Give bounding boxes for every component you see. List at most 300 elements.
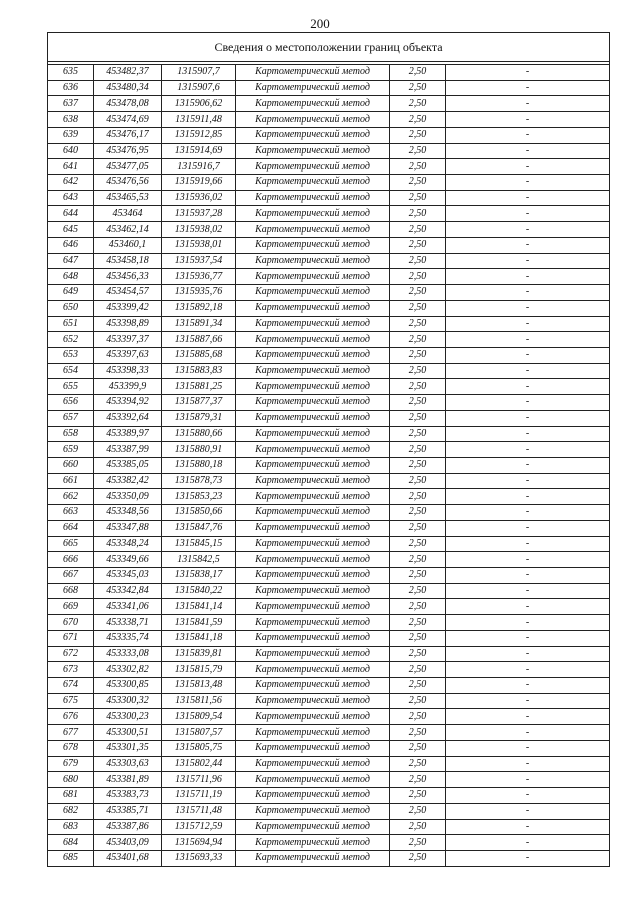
table-row (48, 662, 610, 678)
method-cell: Картометрический метод (236, 505, 390, 521)
point-number-cell: 679 (48, 756, 94, 772)
method-cell: Картометрический метод (236, 630, 390, 646)
accuracy-cell: 2,50 (390, 237, 446, 253)
description-cell: - (446, 237, 610, 253)
x-coordinate-cell: 453347,88 (94, 520, 162, 536)
point-number-cell: 666 (48, 552, 94, 568)
y-coordinate-cell: 1315811,56 (162, 693, 236, 709)
description-cell: - (446, 175, 610, 191)
y-coordinate-cell: 1315891,34 (162, 316, 236, 332)
table-row (48, 253, 610, 269)
table-row (48, 615, 610, 631)
description-cell: - (446, 127, 610, 143)
y-coordinate-cell: 1315937,28 (162, 206, 236, 222)
x-coordinate-cell: 453383,73 (94, 788, 162, 804)
y-coordinate-cell: 1315907,6 (162, 80, 236, 96)
table-row (48, 536, 610, 552)
method-cell: Картометрический метод (236, 127, 390, 143)
x-coordinate-cell: 453385,05 (94, 457, 162, 473)
point-number-cell: 639 (48, 127, 94, 143)
point-number-cell: 681 (48, 788, 94, 804)
point-number-cell: 662 (48, 489, 94, 505)
accuracy-cell: 2,50 (390, 520, 446, 536)
x-coordinate-cell: 453401,68 (94, 850, 162, 866)
x-coordinate-cell: 453398,33 (94, 363, 162, 379)
table-row (48, 457, 610, 473)
accuracy-cell: 2,50 (390, 159, 446, 175)
x-coordinate-cell: 453348,24 (94, 536, 162, 552)
y-coordinate-cell: 1315912,85 (162, 127, 236, 143)
point-number-cell: 650 (48, 300, 94, 316)
method-cell: Картометрический метод (236, 536, 390, 552)
method-cell: Картометрический метод (236, 442, 390, 458)
point-number-cell: 671 (48, 630, 94, 646)
point-number-cell: 664 (48, 520, 94, 536)
method-cell: Картометрический метод (236, 332, 390, 348)
y-coordinate-cell: 1315883,83 (162, 363, 236, 379)
x-coordinate-cell: 453398,89 (94, 316, 162, 332)
y-coordinate-cell: 1315936,77 (162, 269, 236, 285)
table-row (48, 332, 610, 348)
method-cell: Картометрический метод (236, 646, 390, 662)
y-coordinate-cell: 1315841,18 (162, 630, 236, 646)
y-coordinate-cell: 1315885,68 (162, 347, 236, 363)
x-coordinate-cell: 453462,14 (94, 222, 162, 238)
point-number-cell: 670 (48, 615, 94, 631)
table-row (48, 159, 610, 175)
accuracy-cell: 2,50 (390, 819, 446, 835)
table-row (48, 788, 610, 804)
point-number-cell: 675 (48, 693, 94, 709)
description-cell: - (446, 630, 610, 646)
y-coordinate-cell: 1315935,76 (162, 285, 236, 301)
point-number-cell: 657 (48, 410, 94, 426)
accuracy-cell: 2,50 (390, 583, 446, 599)
x-coordinate-cell: 453349,66 (94, 552, 162, 568)
method-cell: Картометрический метод (236, 379, 390, 395)
table-row (48, 395, 610, 411)
x-coordinate-cell: 453300,85 (94, 678, 162, 694)
y-coordinate-cell: 1315881,25 (162, 379, 236, 395)
accuracy-cell: 2,50 (390, 347, 446, 363)
table-row (48, 678, 610, 694)
y-coordinate-cell: 1315845,15 (162, 536, 236, 552)
point-number-cell: 645 (48, 222, 94, 238)
table-row (48, 237, 610, 253)
accuracy-cell: 2,50 (390, 473, 446, 489)
accuracy-cell: 2,50 (390, 678, 446, 694)
description-cell: - (446, 725, 610, 741)
accuracy-cell: 2,50 (390, 489, 446, 505)
description-cell: - (446, 819, 610, 835)
accuracy-cell: 2,50 (390, 693, 446, 709)
y-coordinate-cell: 1315711,96 (162, 772, 236, 788)
y-coordinate-cell: 1315880,18 (162, 457, 236, 473)
y-coordinate-cell: 1315906,62 (162, 96, 236, 112)
x-coordinate-cell: 453301,35 (94, 740, 162, 756)
table-row (48, 756, 610, 772)
method-cell: Картометрический метод (236, 552, 390, 568)
x-coordinate-cell: 453397,37 (94, 332, 162, 348)
description-cell: - (446, 316, 610, 332)
description-cell: - (446, 96, 610, 112)
x-coordinate-cell: 453478,08 (94, 96, 162, 112)
accuracy-cell: 2,50 (390, 112, 446, 128)
table-row (48, 725, 610, 741)
x-coordinate-cell: 453335,74 (94, 630, 162, 646)
x-coordinate-cell: 453333,08 (94, 646, 162, 662)
description-cell: - (446, 693, 610, 709)
y-coordinate-cell: 1315916,7 (162, 159, 236, 175)
x-coordinate-cell: 453403,09 (94, 835, 162, 851)
accuracy-cell: 2,50 (390, 803, 446, 819)
point-number-cell: 677 (48, 725, 94, 741)
table-row (48, 222, 610, 238)
method-cell: Картометрический метод (236, 316, 390, 332)
description-cell: - (446, 442, 610, 458)
point-number-cell: 676 (48, 709, 94, 725)
point-number-cell: 678 (48, 740, 94, 756)
description-cell: - (446, 206, 610, 222)
x-coordinate-cell: 453399,9 (94, 379, 162, 395)
x-coordinate-cell: 453456,33 (94, 269, 162, 285)
x-coordinate-cell: 453480,34 (94, 80, 162, 96)
table-row (48, 835, 610, 851)
y-coordinate-cell: 1315813,48 (162, 678, 236, 694)
point-number-cell: 641 (48, 159, 94, 175)
point-number-cell: 674 (48, 678, 94, 694)
accuracy-cell: 2,50 (390, 740, 446, 756)
accuracy-cell: 2,50 (390, 127, 446, 143)
method-cell: Картометрический метод (236, 850, 390, 866)
x-coordinate-cell: 453464 (94, 206, 162, 222)
method-cell: Картометрический метод (236, 426, 390, 442)
description-cell: - (446, 410, 610, 426)
description-cell: - (446, 473, 610, 489)
accuracy-cell: 2,50 (390, 285, 446, 301)
point-number-cell: 638 (48, 112, 94, 128)
table-row (48, 363, 610, 379)
table-row (48, 379, 610, 395)
y-coordinate-cell: 1315839,81 (162, 646, 236, 662)
accuracy-cell: 2,50 (390, 190, 446, 206)
point-number-cell: 673 (48, 662, 94, 678)
description-cell: - (446, 615, 610, 631)
description-cell: - (446, 80, 610, 96)
description-cell: - (446, 850, 610, 866)
accuracy-cell: 2,50 (390, 253, 446, 269)
table-row (48, 646, 610, 662)
y-coordinate-cell: 1315880,66 (162, 426, 236, 442)
x-coordinate-cell: 453482,37 (94, 65, 162, 81)
y-coordinate-cell: 1315853,23 (162, 489, 236, 505)
method-cell: Картометрический метод (236, 347, 390, 363)
y-coordinate-cell: 1315802,44 (162, 756, 236, 772)
x-coordinate-cell: 453342,84 (94, 583, 162, 599)
y-coordinate-cell: 1315919,66 (162, 175, 236, 191)
table-row (48, 410, 610, 426)
y-coordinate-cell: 1315694,94 (162, 835, 236, 851)
description-cell: - (446, 662, 610, 678)
method-cell: Картометрический метод (236, 788, 390, 804)
description-cell: - (446, 363, 610, 379)
point-number-cell: 642 (48, 175, 94, 191)
accuracy-cell: 2,50 (390, 143, 446, 159)
description-cell: - (446, 190, 610, 206)
description-cell: - (446, 552, 610, 568)
method-cell: Картометрический метод (236, 819, 390, 835)
table-row (48, 819, 610, 835)
description-cell: - (446, 347, 610, 363)
accuracy-cell: 2,50 (390, 536, 446, 552)
page-number: 200 (310, 16, 330, 31)
method-cell: Картометрический метод (236, 206, 390, 222)
x-coordinate-cell: 453303,63 (94, 756, 162, 772)
description-cell: - (446, 505, 610, 521)
point-number-cell: 653 (48, 347, 94, 363)
description-cell: - (446, 143, 610, 159)
method-cell: Картометрический метод (236, 740, 390, 756)
description-cell: - (446, 112, 610, 128)
x-coordinate-cell: 453460,1 (94, 237, 162, 253)
point-number-cell: 672 (48, 646, 94, 662)
y-coordinate-cell: 1315850,66 (162, 505, 236, 521)
method-cell: Картометрический метод (236, 725, 390, 741)
x-coordinate-cell: 453454,57 (94, 285, 162, 301)
method-cell: Картометрический метод (236, 159, 390, 175)
x-coordinate-cell: 453338,71 (94, 615, 162, 631)
accuracy-cell: 2,50 (390, 505, 446, 521)
y-coordinate-cell: 1315840,22 (162, 583, 236, 599)
method-cell: Картометрический метод (236, 285, 390, 301)
point-number-cell: 654 (48, 363, 94, 379)
accuracy-cell: 2,50 (390, 725, 446, 741)
accuracy-cell: 2,50 (390, 316, 446, 332)
method-cell: Картометрический метод (236, 473, 390, 489)
y-coordinate-cell: 1315880,91 (162, 442, 236, 458)
point-number-cell: 648 (48, 269, 94, 285)
y-coordinate-cell: 1315911,48 (162, 112, 236, 128)
description-cell: - (446, 678, 610, 694)
y-coordinate-cell: 1315838,17 (162, 568, 236, 584)
table-row (48, 473, 610, 489)
method-cell: Картометрический метод (236, 693, 390, 709)
y-coordinate-cell: 1315892,18 (162, 300, 236, 316)
x-coordinate-cell: 453341,06 (94, 599, 162, 615)
accuracy-cell: 2,50 (390, 206, 446, 222)
description-cell: - (446, 835, 610, 851)
accuracy-cell: 2,50 (390, 332, 446, 348)
description-cell: - (446, 568, 610, 584)
point-number-cell: 665 (48, 536, 94, 552)
x-coordinate-cell: 453382,42 (94, 473, 162, 489)
table-row (48, 80, 610, 96)
method-cell: Картометрический метод (236, 678, 390, 694)
description-cell: - (446, 332, 610, 348)
x-coordinate-cell: 453392,64 (94, 410, 162, 426)
table-row (48, 112, 610, 128)
description-cell: - (446, 222, 610, 238)
table-row (48, 803, 610, 819)
method-cell: Картометрический метод (236, 175, 390, 191)
x-coordinate-cell: 453350,09 (94, 489, 162, 505)
point-number-cell: 637 (48, 96, 94, 112)
x-coordinate-cell: 453394,92 (94, 395, 162, 411)
point-number-cell: 635 (48, 65, 94, 81)
description-cell: - (446, 709, 610, 725)
x-coordinate-cell: 453302,82 (94, 662, 162, 678)
method-cell: Картометрический метод (236, 190, 390, 206)
point-number-cell: 667 (48, 568, 94, 584)
point-number-cell: 682 (48, 803, 94, 819)
table-row (48, 127, 610, 143)
accuracy-cell: 2,50 (390, 835, 446, 851)
method-cell: Картометрический метод (236, 835, 390, 851)
table-row (48, 426, 610, 442)
y-coordinate-cell: 1315807,57 (162, 725, 236, 741)
description-cell: - (446, 803, 610, 819)
point-number-cell: 643 (48, 190, 94, 206)
accuracy-cell: 2,50 (390, 662, 446, 678)
y-coordinate-cell: 1315841,59 (162, 615, 236, 631)
table-row (48, 143, 610, 159)
description-cell: - (446, 159, 610, 175)
description-cell: - (446, 395, 610, 411)
point-number-cell: 651 (48, 316, 94, 332)
y-coordinate-cell: 1315809,54 (162, 709, 236, 725)
description-cell: - (446, 772, 610, 788)
table-row (48, 190, 610, 206)
x-coordinate-cell: 453381,89 (94, 772, 162, 788)
method-cell: Картометрический метод (236, 520, 390, 536)
table-row (48, 772, 610, 788)
accuracy-cell: 2,50 (390, 300, 446, 316)
table-row (48, 568, 610, 584)
y-coordinate-cell: 1315877,37 (162, 395, 236, 411)
y-coordinate-cell: 1315711,19 (162, 788, 236, 804)
method-cell: Картометрический метод (236, 363, 390, 379)
method-cell: Картометрический метод (236, 96, 390, 112)
x-coordinate-cell: 453399,42 (94, 300, 162, 316)
table-row (48, 850, 610, 866)
method-cell: Картометрический метод (236, 662, 390, 678)
accuracy-cell: 2,50 (390, 80, 446, 96)
y-coordinate-cell: 1315936,02 (162, 190, 236, 206)
method-cell: Картометрический метод (236, 300, 390, 316)
boundary-coordinates-table (47, 32, 610, 867)
accuracy-cell: 2,50 (390, 646, 446, 662)
point-number-cell: 663 (48, 505, 94, 521)
table-row (48, 285, 610, 301)
accuracy-cell: 2,50 (390, 788, 446, 804)
y-coordinate-cell: 1315841,14 (162, 599, 236, 615)
y-coordinate-cell: 1315879,31 (162, 410, 236, 426)
method-cell: Картометрический метод (236, 583, 390, 599)
point-number-cell: 649 (48, 285, 94, 301)
description-cell: - (446, 646, 610, 662)
accuracy-cell: 2,50 (390, 222, 446, 238)
y-coordinate-cell: 1315711,48 (162, 803, 236, 819)
x-coordinate-cell: 453387,99 (94, 442, 162, 458)
method-cell: Картометрический метод (236, 457, 390, 473)
point-number-cell: 646 (48, 237, 94, 253)
description-cell: - (446, 300, 610, 316)
x-coordinate-cell: 453476,17 (94, 127, 162, 143)
x-coordinate-cell: 453458,18 (94, 253, 162, 269)
method-cell: Картометрический метод (236, 253, 390, 269)
y-coordinate-cell: 1315712,59 (162, 819, 236, 835)
accuracy-cell: 2,50 (390, 772, 446, 788)
description-cell: - (446, 379, 610, 395)
boundary-table-frame (47, 32, 609, 867)
accuracy-cell: 2,50 (390, 96, 446, 112)
x-coordinate-cell: 453476,56 (94, 175, 162, 191)
description-cell: - (446, 536, 610, 552)
y-coordinate-cell: 1315914,69 (162, 143, 236, 159)
point-number-cell: 636 (48, 80, 94, 96)
table-row (48, 300, 610, 316)
table-row (48, 599, 610, 615)
description-cell: - (446, 583, 610, 599)
x-coordinate-cell: 453300,32 (94, 693, 162, 709)
x-coordinate-cell: 453300,51 (94, 725, 162, 741)
table-title-row (48, 33, 610, 62)
table-row (48, 505, 610, 521)
method-cell: Картометрический метод (236, 489, 390, 505)
accuracy-cell: 2,50 (390, 426, 446, 442)
point-number-cell: 644 (48, 206, 94, 222)
table-row (48, 693, 610, 709)
table-body (48, 65, 610, 867)
x-coordinate-cell: 453476,95 (94, 143, 162, 159)
table-row (48, 520, 610, 536)
accuracy-cell: 2,50 (390, 65, 446, 81)
description-cell: - (446, 457, 610, 473)
point-number-cell: 660 (48, 457, 94, 473)
accuracy-cell: 2,50 (390, 615, 446, 631)
point-number-cell: 661 (48, 473, 94, 489)
description-cell: - (446, 285, 610, 301)
description-cell: - (446, 269, 610, 285)
accuracy-cell: 2,50 (390, 850, 446, 866)
accuracy-cell: 2,50 (390, 568, 446, 584)
table-row (48, 489, 610, 505)
method-cell: Картометрический метод (236, 615, 390, 631)
table-row (48, 630, 610, 646)
y-coordinate-cell: 1315693,33 (162, 850, 236, 866)
point-number-cell: 684 (48, 835, 94, 851)
table-row (48, 65, 610, 81)
accuracy-cell: 2,50 (390, 599, 446, 615)
accuracy-cell: 2,50 (390, 630, 446, 646)
description-cell: - (446, 756, 610, 772)
y-coordinate-cell: 1315815,79 (162, 662, 236, 678)
x-coordinate-cell: 453300,23 (94, 709, 162, 725)
table-row (48, 347, 610, 363)
method-cell: Картометрический метод (236, 143, 390, 159)
method-cell: Картометрический метод (236, 410, 390, 426)
y-coordinate-cell: 1315938,02 (162, 222, 236, 238)
y-coordinate-cell: 1315805,75 (162, 740, 236, 756)
y-coordinate-cell: 1315887,66 (162, 332, 236, 348)
accuracy-cell: 2,50 (390, 552, 446, 568)
x-coordinate-cell: 453465,53 (94, 190, 162, 206)
method-cell: Картометрический метод (236, 756, 390, 772)
x-coordinate-cell: 453474,69 (94, 112, 162, 128)
point-number-cell: 680 (48, 772, 94, 788)
accuracy-cell: 2,50 (390, 756, 446, 772)
accuracy-cell: 2,50 (390, 379, 446, 395)
